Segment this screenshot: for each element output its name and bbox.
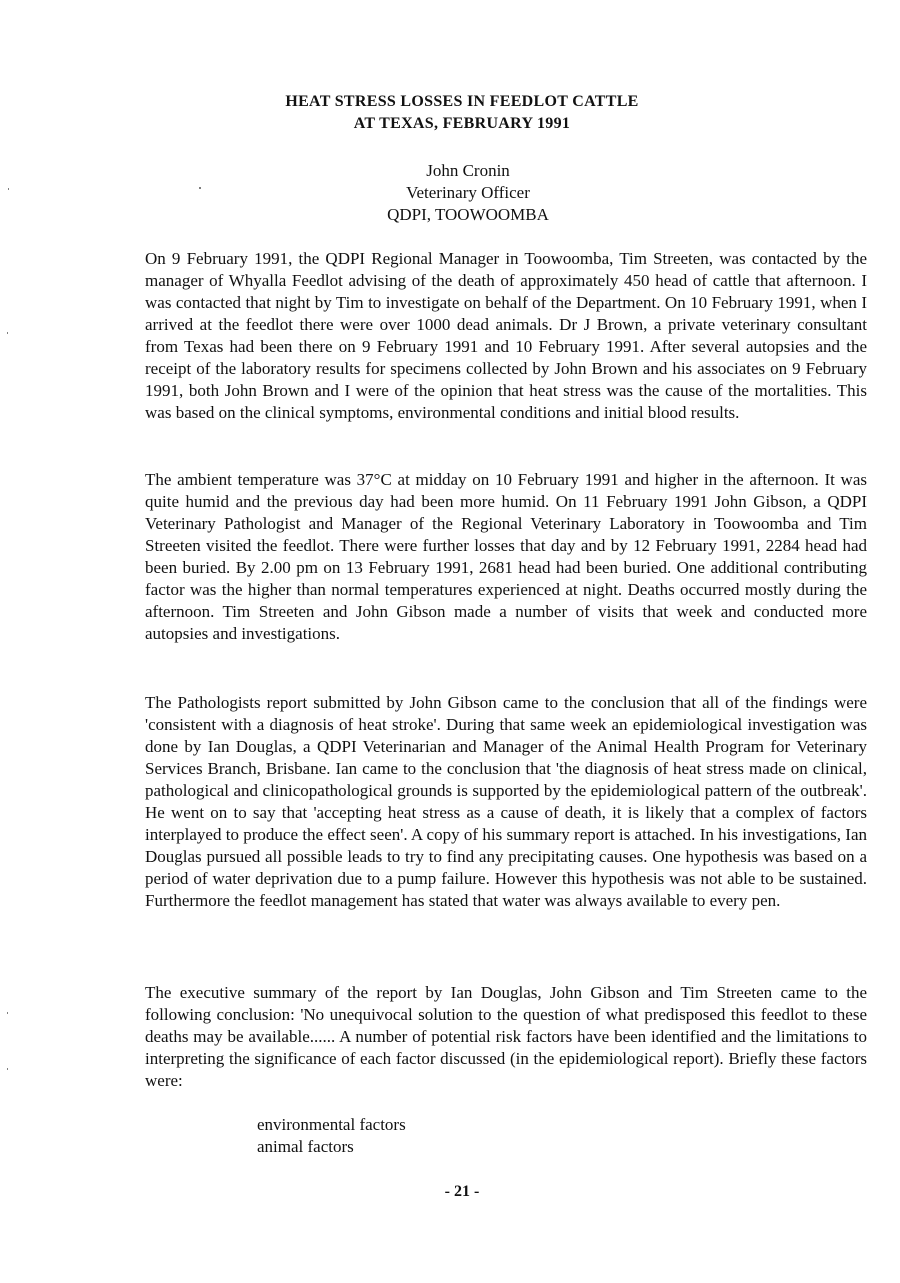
paragraph-3: The Pathologists report submitted by John Gibson came to the conclusion that all of the findings were 'consistent with a diagnosis of heat stroke'. During that same week an epidemiological investigation was done by Ian Douglas, a QDPI Veterinarian and Manager of the Animal Health Program for Veterinary Services Branch, Brisbane. Ian came to the conclusion that 'the diagnosis of heat stress made on clinical, pathological and clinicopathological grounds is supported by the epidemiological pattern of the outbreak'. He went on to say that 'accepting heat stress as a cause of death, it is likely that a complex of factors interplayed to produce the effect seen'. A copy of his summary report is attached. In his investigations, Ian Douglas pursued all possible leads to try to find any precipitating causes. One hypothesis was based on a period of water deprivation due to a pump failure. However this hypothesis was not able to be sustained. Furthermore the feedlot management has stated that water was always available to every pen. <box>145 693 867 910</box>
author-organization: QDPI, TOOWOOMBA <box>387 205 549 224</box>
author-position: Veterinary Officer <box>406 183 530 202</box>
scan-speck <box>7 1068 8 1070</box>
paragraph-4: The executive summary of the report by Ian Douglas, John Gibson and Tim Streeten came to the following conclusion: 'No unequivocal solution to the question of what predisposed this feedlot to these deaths may be available...... A number of potential risk factors have been identified and the limitations to interpreting the significance of each factor discussed (in the epidemiological report). Briefly these factors were: <box>145 983 867 1090</box>
page-number: - 21 - <box>444 1183 480 1200</box>
document-title <box>12 91 900 135</box>
list-item: environmental factors <box>257 1115 406 1134</box>
scan-speck <box>7 332 8 334</box>
scan-speck <box>8 188 9 190</box>
factor-list <box>257 1114 406 1158</box>
scan-speck <box>199 187 201 189</box>
author-name: John Cronin <box>426 161 510 180</box>
paragraph-1: On 9 February 1991, the QDPI Regional Manager in Toowoomba, Tim Streeten, was contacted by the manager of Whyalla Feedlot advising of the death of approximately 450 head of cattle that afternoon. I was contacted that night by Tim to investigate on behalf of the Department. On 10 February 1991, when I arrived at the feedlot there were over 1000 dead animals. Dr J Brown, a private veterinary consultant from Texas had been there on 9 February 1991 and 10 February 1991. After several autopsies and the receipt of the laboratory results for specimens collected by John Brown and his associates on 9 February 1991, both John Brown and I were of the opinion that heat stress was the cause of the mortalities. This was based on the clinical symptoms, environmental conditions and initial blood results. <box>145 249 867 422</box>
author-block <box>18 160 900 226</box>
title-line-2: AT TEXAS, FEBRUARY 1991 <box>353 115 571 132</box>
title-line-1: HEAT STRESS LOSSES IN FEEDLOT CATTLE <box>285 93 639 110</box>
list-item: animal factors <box>257 1137 354 1156</box>
scan-speck <box>7 1012 8 1014</box>
paragraph-2: The ambient temperature was 37°C at midday on 10 February 1991 and higher in the afternoon. It was quite humid and the previous day had been more humid. On 11 February 1991 John Gibson, a QDPI Veterinary Pathologist and Manager of the Regional Veterinary Laboratory in Toowoomba and Tim Streeten visited the feedlot. There were further losses that day and by 12 February 1991, 2284 head had been buried. By 2.00 pm on 13 February 1991, 2681 head had been buried. One additional contributing factor was the higher than normal temperatures experienced at night. Deaths occurred mostly during the afternoon. Tim Streeten and John Gibson made a number of visits that week and conducted more autopsies and investigations. <box>145 470 867 643</box>
